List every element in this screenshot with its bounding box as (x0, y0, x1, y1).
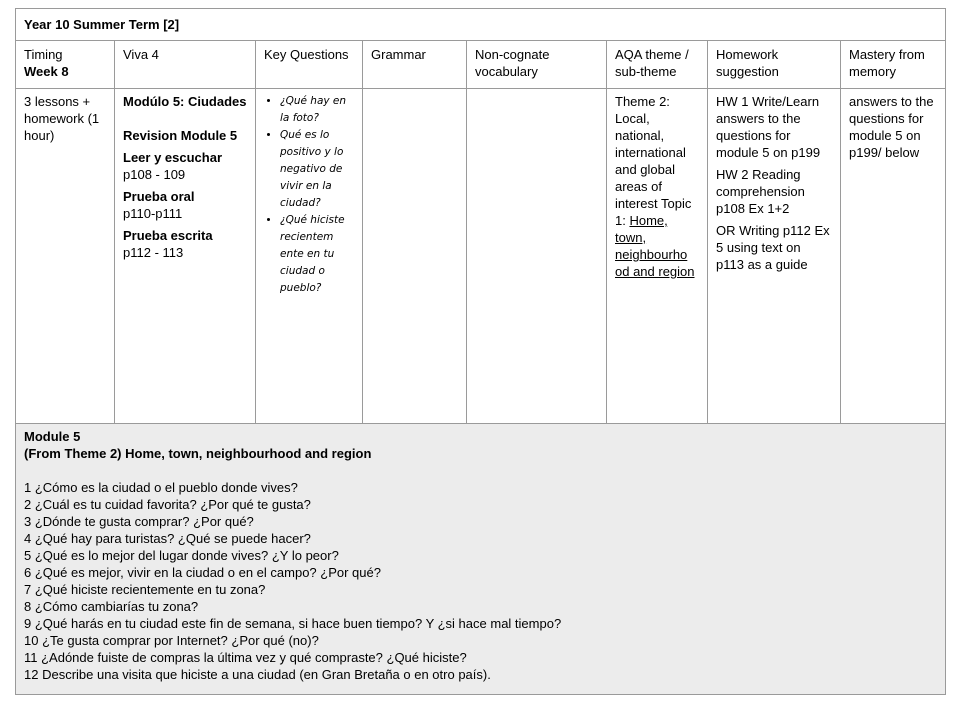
homework-hw2: HW 2 Reading comprehension p108 Ex 1+2 (716, 167, 805, 216)
module-question: 12 Describe una visita que hiciste a una ciudad (en Gran Bretaña o en otro país). (24, 667, 491, 682)
module-question: 2 ¿Cuál es tu cuidad favorita? ¿Por qué te gusta? (24, 497, 311, 512)
module-question: 10 ¿Te gusta comprar por Internet? ¿Por qué (no)? (24, 633, 319, 648)
header-row (16, 41, 946, 89)
timing-cell: 3 lessons + homework (1 hour) (16, 89, 115, 424)
header-viva: Viva 4 (115, 41, 256, 89)
key-question-item: • ¿Qué hay en la foto? (280, 93, 354, 127)
header-homework: Homework suggestion (708, 41, 841, 89)
noncognate-cell (467, 89, 607, 424)
header-mastery: Mastery from memory (841, 41, 946, 89)
module-question: 3 ¿Dónde te gusta comprar? ¿Por qué? (24, 514, 254, 529)
viva-cell (115, 89, 256, 424)
header-key-questions: Key Questions (256, 41, 363, 89)
module-title: Modúlo 5: Ciudades (123, 94, 247, 109)
homework-cell (708, 89, 841, 424)
aqa-topic: Home, town, neighbourho od and region (615, 213, 695, 279)
module-question: 4 ¿Qué hay para turistas? ¿Qué se puede hacer? (24, 531, 311, 546)
table-title: Year 10 Summer Term [2] (16, 9, 946, 41)
oral-pages: p110-p111 (123, 206, 183, 221)
leer-pages: p108 - 109 (123, 167, 186, 182)
module-question: 8 ¿Cómo cambiarías tu zona? (24, 599, 199, 614)
key-question-item: • ¿Qué hiciste recientem ente en tu ciudad o pueblo? (280, 212, 354, 297)
header-timing (16, 41, 115, 89)
module-question: 5 ¿Qué es lo mejor del lugar donde vives? ¿Y lo peor? (24, 548, 339, 563)
module-questions-cell (16, 424, 946, 695)
module-subheading: (From Theme 2) Home, town, neighbourhood and region (24, 446, 372, 461)
homework-or: OR Writing p112 Ex 5 using text on p113 as a guide (716, 223, 830, 272)
key-questions-list (264, 93, 354, 297)
leer-label: Leer y escuchar (123, 150, 223, 165)
homework-hw1: HW 1 Write/Learn answers to the questions for module 5 on p199 (716, 94, 821, 160)
header-timing-label: Timing (24, 47, 63, 62)
mastery-cell: answers to the questions for module 5 on p199/ below (841, 89, 946, 424)
escrita-label: Prueba escrita (123, 228, 213, 243)
module-heading: Module 5 (24, 429, 81, 444)
aqa-theme: Theme 2: Local, national, international and global areas of interest Topic 1: (615, 94, 692, 228)
grammar-cell (363, 89, 467, 424)
week-row (16, 89, 946, 424)
header-week: Week 8 (24, 64, 69, 79)
scheme-of-work-table (15, 8, 946, 695)
module-question: 9 ¿Qué harás en tu ciudad este fin de semana, si hace buen tiempo? Y ¿si hace mal tiempo? (24, 616, 562, 631)
header-grammar: Grammar (363, 41, 467, 89)
oral-label: Prueba oral (123, 189, 195, 204)
header-noncognate: Non-cognate vocabulary (467, 41, 607, 89)
module-question: 7 ¿Qué hiciste recientemente en tu zona? (24, 582, 266, 597)
module-question: 1 ¿Cómo es la ciudad o el pueblo donde vives? (24, 480, 298, 495)
module-row (16, 424, 946, 695)
module-question: 11 ¿Adónde fuiste de compras la última vez y qué compraste? ¿Qué hiciste? (24, 650, 467, 665)
key-question-item: • Qué es lo positivo y lo negativo de vivir en la ciudad? (280, 127, 354, 212)
aqa-cell (607, 89, 708, 424)
escrita-pages: p112 - 113 (123, 245, 184, 260)
key-questions-cell (256, 89, 363, 424)
revision-label: Revision Module 5 (123, 128, 238, 143)
module-question: 6 ¿Qué es mejor, vivir en la ciudad o en el campo? ¿Por qué? (24, 565, 381, 580)
header-aqa: AQA theme / sub-theme (607, 41, 708, 89)
